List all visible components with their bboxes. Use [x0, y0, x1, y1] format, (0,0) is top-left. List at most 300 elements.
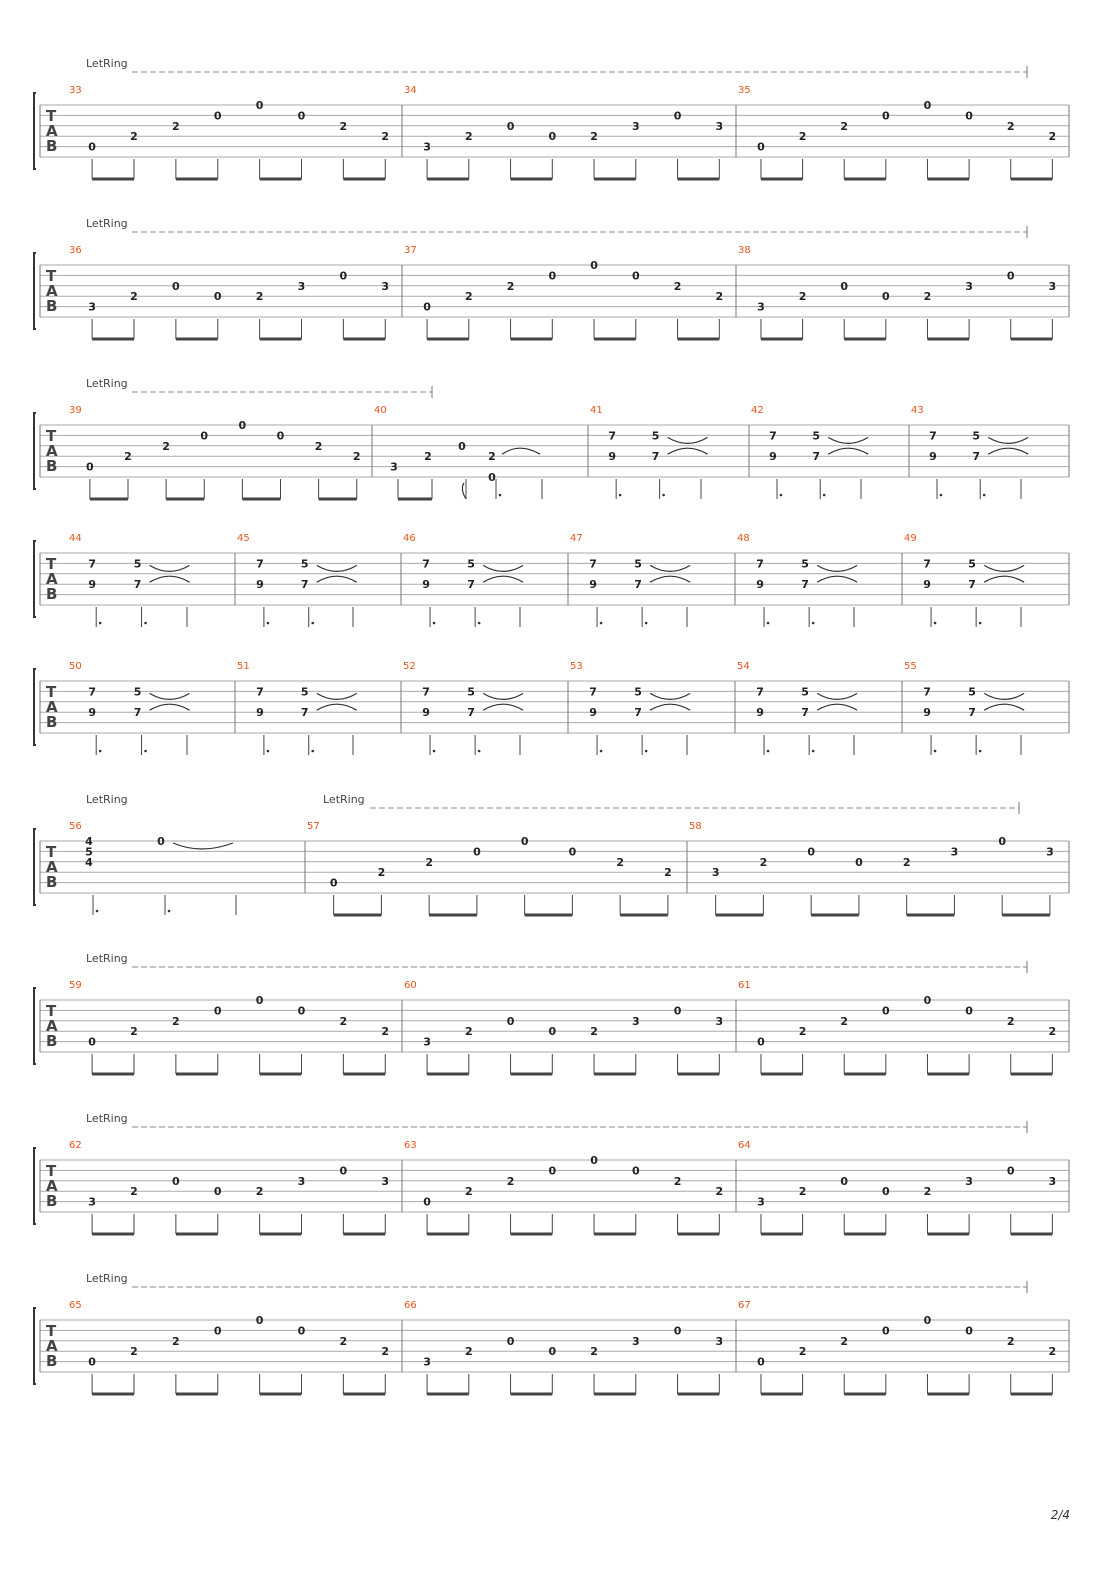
fret-number: 0: [200, 429, 209, 443]
fret-number: 0: [965, 1004, 973, 1018]
fret-number: 0: [568, 845, 577, 859]
fret-number: 0: [172, 1174, 180, 1188]
fret-number: 0: [590, 259, 598, 272]
measure-number: 48: [737, 533, 750, 544]
tab-clef-letter: T: [46, 1002, 57, 1020]
dot: [780, 494, 783, 497]
let-ring-label: LetRing: [323, 793, 365, 806]
fret-number: 3: [88, 300, 96, 314]
fret-number: 3: [423, 140, 431, 154]
measure: [237, 661, 401, 755]
system-bracket: [34, 413, 36, 489]
fret-number: 5: [968, 557, 976, 571]
fret-number: 0: [238, 419, 247, 432]
tie: [650, 565, 690, 571]
measure: [69, 821, 305, 915]
fret-number: 2: [124, 450, 132, 464]
fret-number: 0: [631, 269, 640, 283]
tie: [173, 843, 233, 849]
fret-number: 0: [673, 109, 682, 123]
fret-number: 7: [133, 578, 142, 592]
fret-number: 3: [950, 845, 959, 859]
let-ring-label: LetRing: [86, 217, 128, 230]
measure: [689, 821, 1069, 915]
fret-number: 0: [590, 1154, 598, 1167]
fret-number: 7: [422, 685, 430, 699]
tie: [317, 704, 357, 710]
fret-number: 5: [972, 429, 981, 443]
dot: [934, 750, 937, 753]
tab-system: [34, 661, 1069, 755]
fret-number: 0: [88, 1355, 96, 1369]
tie: [483, 704, 523, 710]
fret-number: 3: [631, 119, 640, 133]
fret-number: 3: [715, 119, 724, 133]
measure: [570, 533, 735, 627]
measure-number: 37: [404, 245, 417, 256]
dot: [99, 750, 102, 753]
dot: [433, 622, 436, 625]
fret-number: 2: [488, 450, 496, 464]
fret-number: 2: [1048, 130, 1057, 144]
fret-number: 5: [300, 685, 309, 699]
fret-number: 7: [769, 429, 777, 443]
fret-number: 0: [855, 855, 863, 869]
system-bracket: [34, 93, 36, 169]
dot: [267, 750, 270, 753]
fret-number: 0: [339, 269, 348, 283]
measure: [404, 1140, 736, 1234]
measure-number: 49: [904, 533, 917, 544]
measure: [69, 85, 402, 179]
fret-number: 0: [840, 1174, 849, 1188]
fret-number: 2: [172, 119, 180, 133]
tie: [668, 448, 708, 454]
fret-number: 5: [300, 557, 309, 571]
fret-number: 3: [715, 1014, 724, 1028]
let-ring-label: LetRing: [86, 952, 128, 965]
fret-number: 4: [85, 835, 93, 848]
fret-number: 0: [673, 1324, 682, 1338]
fret-number: 0: [339, 1164, 348, 1178]
fret-number: 0: [757, 1035, 765, 1049]
note-flag: [462, 483, 466, 499]
tab-clef-letter: B: [46, 137, 58, 155]
tab-system: [34, 57, 1069, 179]
tie: [984, 693, 1024, 699]
measure-number: 35: [738, 85, 751, 96]
fret-number: 0: [88, 140, 96, 154]
fret-number: 0: [88, 1035, 96, 1049]
dot: [433, 750, 436, 753]
measure-number: 38: [738, 245, 751, 256]
tab-system: [34, 793, 1069, 915]
fret-number: 2: [1006, 119, 1015, 133]
fret-number: 0: [488, 471, 496, 484]
fret-number: 2: [381, 130, 390, 144]
measure: [69, 405, 372, 499]
tie: [817, 693, 857, 699]
fret-number: 7: [467, 578, 475, 592]
fret-number: 9: [929, 450, 937, 464]
fret-number: 2: [464, 1345, 473, 1359]
measure: [404, 1300, 736, 1394]
fret-number: 2: [673, 279, 682, 293]
fret-number: 9: [256, 578, 264, 592]
tie: [150, 693, 190, 699]
measure: [751, 405, 909, 499]
dot: [645, 622, 648, 625]
fret-number: 3: [381, 279, 390, 293]
fret-number: 0: [757, 140, 765, 154]
fret-number: 3: [631, 1334, 640, 1348]
measure-number: 65: [69, 1300, 82, 1311]
dot: [311, 750, 314, 753]
fret-number: 3: [1046, 845, 1054, 859]
fret-number: 9: [608, 450, 616, 464]
dot: [662, 494, 665, 497]
fret-number: 7: [972, 450, 981, 464]
measure: [374, 405, 588, 499]
dot: [979, 622, 982, 625]
fret-number: 5: [467, 685, 475, 699]
fret-number: 9: [589, 578, 597, 592]
measure-number: 33: [69, 85, 82, 96]
dot: [812, 750, 815, 753]
tie: [984, 704, 1024, 710]
fret-number: 2: [130, 1345, 138, 1359]
tie: [668, 437, 708, 443]
fret-number: 2: [464, 1025, 473, 1039]
fret-number: 2: [590, 1025, 598, 1039]
fret-number: 7: [608, 429, 616, 443]
fret-number: 0: [213, 109, 222, 123]
fret-number: 3: [1048, 1174, 1057, 1188]
dot: [99, 622, 102, 625]
fret-number: 5: [801, 685, 809, 699]
fret-number: 9: [422, 578, 430, 592]
fret-number: 2: [840, 1014, 849, 1028]
fret-number: 9: [589, 706, 597, 720]
tab-clef-letter: B: [46, 297, 58, 315]
dot: [983, 494, 986, 497]
measure: [570, 661, 735, 755]
fret-number: 7: [923, 557, 931, 571]
measure-number: 36: [69, 245, 82, 256]
fret-number: 0: [297, 1324, 306, 1338]
measure-number: 57: [307, 821, 320, 832]
fret-number: 0: [297, 1004, 306, 1018]
measure-number: 52: [403, 661, 416, 672]
fret-number: 9: [769, 450, 777, 464]
fret-number: 2: [1048, 1025, 1057, 1039]
fret-number: 5: [634, 685, 642, 699]
tie: [650, 704, 690, 710]
measure-number: 66: [404, 1300, 417, 1311]
system-bracket: [34, 988, 36, 1064]
dot: [144, 750, 147, 753]
fret-number: 7: [88, 685, 97, 699]
fret-number: 2: [616, 855, 624, 869]
measure: [590, 405, 749, 499]
tab-clef-letter: B: [46, 873, 58, 891]
fret-number: 7: [929, 429, 937, 443]
fret-number: 5: [467, 557, 475, 571]
tie: [483, 693, 523, 699]
measure-number: 41: [590, 405, 603, 416]
fret-number: 3: [88, 1195, 96, 1209]
fret-number: 2: [664, 866, 672, 880]
measure: [307, 821, 687, 915]
measure: [738, 1140, 1069, 1234]
fret-number: 0: [423, 300, 431, 314]
dot: [619, 494, 622, 497]
fret-number: 7: [589, 685, 597, 699]
dot: [600, 622, 603, 625]
measure: [69, 245, 402, 339]
measure: [737, 661, 902, 755]
fret-number: 0: [213, 1324, 222, 1338]
fret-number: 0: [86, 460, 94, 474]
fret-number: 0: [631, 1164, 640, 1178]
fret-number: 9: [88, 578, 97, 592]
tie: [150, 565, 190, 571]
dot: [979, 750, 982, 753]
fret-number: 0: [213, 290, 222, 304]
fret-number: 0: [1006, 269, 1015, 283]
fret-number: 2: [377, 866, 386, 880]
measure: [404, 980, 736, 1074]
fret-number: 3: [757, 1195, 765, 1209]
system-bracket: [34, 1148, 36, 1224]
fret-number: 0: [1006, 1164, 1015, 1178]
dot: [311, 622, 314, 625]
dot: [934, 622, 937, 625]
fret-number: 2: [673, 1174, 682, 1188]
fret-number: 2: [314, 439, 323, 453]
fret-number: 3: [297, 1174, 306, 1188]
system-bracket: [34, 829, 36, 905]
fret-number: 0: [255, 994, 264, 1007]
fret-number: 5: [85, 845, 93, 859]
fret-number: 2: [506, 1174, 515, 1188]
fret-number: 2: [130, 1025, 138, 1039]
fret-number: 2: [464, 290, 473, 304]
fret-number: 0: [923, 99, 932, 112]
fret-number: 3: [390, 460, 398, 474]
tie: [502, 448, 540, 454]
measure-number: 44: [69, 533, 82, 544]
dot: [767, 750, 770, 753]
fret-number: 7: [133, 706, 142, 720]
tab-clef-letter: A: [46, 122, 58, 140]
tie: [317, 565, 357, 571]
fret-number: 3: [423, 1355, 431, 1369]
dot: [478, 622, 481, 625]
measure-number: 64: [738, 1140, 751, 1151]
fret-number: 2: [715, 1185, 724, 1199]
measure: [403, 661, 568, 755]
fret-number: 9: [88, 706, 97, 720]
dot: [823, 494, 826, 497]
tab-clef-letter: B: [46, 1352, 58, 1370]
measure-number: 53: [570, 661, 583, 672]
tab-clef-letter: A: [46, 282, 58, 300]
fret-number: 0: [458, 439, 466, 453]
measure-number: 39: [69, 405, 82, 416]
fret-number: 9: [923, 706, 931, 720]
measure: [403, 533, 568, 627]
dot: [767, 622, 770, 625]
fret-number: 3: [297, 279, 306, 293]
fret-number: 3: [423, 1035, 431, 1049]
tab-clef-letter: A: [46, 1337, 58, 1355]
fret-number: 0: [297, 109, 306, 123]
fret-number: 3: [715, 1334, 724, 1348]
let-ring-label: LetRing: [86, 1112, 128, 1125]
tie: [828, 448, 868, 454]
measure-number: 59: [69, 980, 82, 991]
measure-number: 43: [911, 405, 924, 416]
fret-number: 0: [423, 1195, 431, 1209]
measure-number: 42: [751, 405, 764, 416]
fret-number: 0: [548, 130, 557, 144]
fret-number: 0: [965, 109, 973, 123]
measure: [904, 533, 1069, 627]
fret-number: 2: [798, 1025, 807, 1039]
fret-number: 0: [255, 1314, 264, 1327]
fret-number: 0: [276, 429, 285, 443]
let-ring-label: LetRing: [86, 377, 128, 390]
fret-number: 0: [548, 1164, 557, 1178]
fret-number: 2: [798, 130, 807, 144]
fret-number: 2: [923, 1185, 932, 1199]
tab-clef-letter: A: [46, 1177, 58, 1195]
fret-number: 2: [590, 130, 598, 144]
fret-number: 0: [255, 99, 264, 112]
fret-number: 7: [589, 557, 597, 571]
fret-number: 0: [998, 835, 1006, 848]
measure: [69, 661, 235, 755]
let-ring-label: LetRing: [86, 1272, 128, 1285]
measure: [69, 533, 235, 627]
measure: [404, 245, 736, 339]
measure-number: 61: [738, 980, 751, 991]
page-number: 2/4: [1050, 1508, 1070, 1522]
tab-system: [34, 533, 1069, 627]
fret-number: 0: [882, 290, 890, 304]
fret-number: 7: [968, 706, 976, 720]
measure: [237, 533, 401, 627]
tab-clef-letter: B: [46, 713, 58, 731]
measure-number: 56: [69, 821, 82, 832]
dot: [96, 910, 99, 913]
dot: [168, 910, 171, 913]
tab-clef-letter: A: [46, 570, 58, 588]
tab-system: [34, 377, 1069, 499]
fret-number: 2: [798, 290, 807, 304]
fret-number: 2: [352, 450, 361, 464]
fret-number: 3: [757, 300, 765, 314]
fret-number: 5: [133, 557, 142, 571]
tab-clef-letter: T: [46, 427, 57, 445]
dot: [600, 750, 603, 753]
measure-number: 62: [69, 1140, 82, 1151]
fret-number: 2: [840, 119, 849, 133]
measure: [69, 980, 402, 1074]
fret-number: 0: [757, 1355, 765, 1369]
tie: [828, 437, 868, 443]
let-ring-label: LetRing: [86, 57, 128, 70]
tab-clef-letter: T: [46, 107, 57, 125]
fret-number: 2: [464, 1185, 473, 1199]
tab-clef-letter: A: [46, 1017, 58, 1035]
tab-clef-letter: A: [46, 698, 58, 716]
tab-system: [34, 1112, 1069, 1234]
tie: [483, 576, 523, 582]
fret-number: 2: [424, 450, 432, 464]
fret-number: 9: [923, 578, 931, 592]
system-bracket: [34, 541, 36, 617]
tab-clef-letter: B: [46, 1032, 58, 1050]
measure-number: 55: [904, 661, 917, 672]
fret-number: 7: [968, 578, 976, 592]
tab-clef-letter: T: [46, 683, 57, 701]
fret-number: 0: [520, 835, 529, 848]
let-ring-label: LetRing: [86, 793, 128, 806]
tab-system: [34, 217, 1069, 339]
fret-number: 2: [255, 290, 264, 304]
fret-number: 2: [172, 1334, 180, 1348]
measure-number: 67: [738, 1300, 751, 1311]
measure-number: 54: [737, 661, 750, 672]
fret-number: 2: [130, 1185, 138, 1199]
fret-number: 2: [715, 290, 724, 304]
fret-number: 0: [840, 279, 849, 293]
tab-clef-letter: T: [46, 555, 57, 573]
fret-number: 4: [85, 855, 93, 869]
fret-number: 5: [133, 685, 142, 699]
fret-number: 2: [902, 855, 911, 869]
fret-number: 7: [634, 578, 642, 592]
dot: [478, 750, 481, 753]
tab-system: [34, 952, 1069, 1074]
fret-number: 7: [300, 706, 309, 720]
fret-number: 0: [157, 835, 165, 848]
tie: [817, 704, 857, 710]
fret-number: 2: [381, 1025, 390, 1039]
fret-number: 2: [759, 855, 768, 869]
fret-number: 2: [1006, 1334, 1015, 1348]
tie: [317, 576, 357, 582]
fret-number: 2: [590, 1345, 598, 1359]
dot: [812, 622, 815, 625]
fret-number: 0: [213, 1185, 222, 1199]
fret-number: 2: [798, 1345, 807, 1359]
measure: [738, 85, 1069, 179]
fret-number: 9: [256, 706, 264, 720]
dot: [499, 494, 502, 497]
fret-number: 0: [965, 1324, 973, 1338]
tab-clef-letter: B: [46, 1192, 58, 1210]
fret-number: 0: [882, 109, 890, 123]
measure-number: 51: [237, 661, 250, 672]
system-bracket: [34, 253, 36, 329]
system-bracket: [34, 669, 36, 745]
dot: [144, 622, 147, 625]
dot: [267, 622, 270, 625]
fret-number: 2: [840, 1334, 849, 1348]
